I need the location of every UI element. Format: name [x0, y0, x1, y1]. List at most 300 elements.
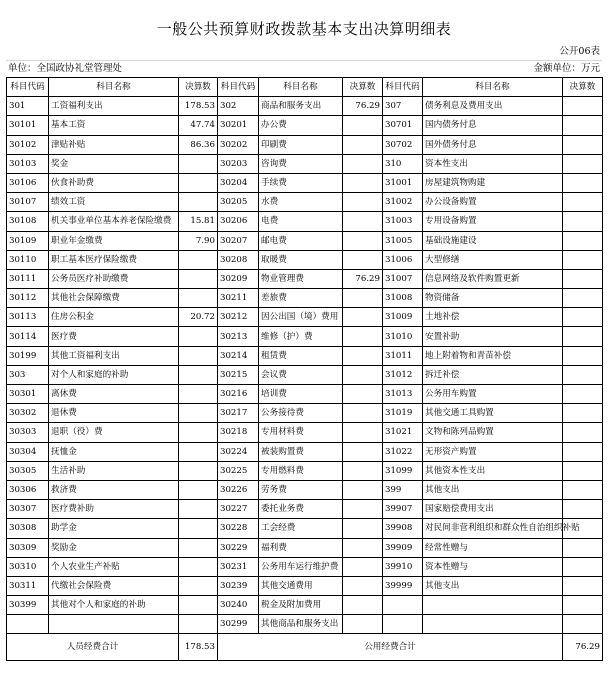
column-header: 科目名称 — [423, 78, 563, 97]
subject-name-cell: 债务利息及费用支出 — [423, 97, 563, 116]
subject-code-cell: 310 — [383, 154, 423, 173]
subject-code-cell: 39909 — [383, 538, 423, 557]
table-row — [7, 346, 603, 365]
report-sheet — [6, 14, 602, 661]
subject-code-cell: 30212 — [218, 308, 259, 327]
column-header: 科目名称 — [259, 78, 343, 97]
final-amount-cell — [563, 135, 603, 154]
final-amount-cell — [179, 461, 218, 480]
subject-name-cell: 其他商品和服务支出 — [259, 615, 343, 634]
subject-code-cell: 31099 — [383, 461, 423, 480]
subject-code-cell: 30203 — [218, 154, 259, 173]
table-row — [7, 404, 603, 423]
final-amount-cell — [343, 519, 383, 538]
final-amount-cell — [563, 289, 603, 308]
final-amount-cell — [563, 327, 603, 346]
subject-code-cell: 39907 — [383, 500, 423, 519]
subject-name-cell: 大型修缮 — [423, 250, 563, 269]
table-row — [7, 615, 603, 634]
subject-name-cell: 国内债务付息 — [423, 116, 563, 135]
final-amount-cell: 178.53 — [179, 97, 218, 116]
table-row — [7, 557, 603, 576]
subject-name-cell: 经常性赠与 — [423, 538, 563, 557]
subject-code-cell: 30208 — [218, 250, 259, 269]
subject-code-cell: 30101 — [7, 116, 49, 135]
final-amount-cell — [179, 519, 218, 538]
subject-name-cell: 因公出国（境）费用 — [259, 308, 343, 327]
subject-name-cell: 国外债务付息 — [423, 135, 563, 154]
subject-code-cell — [383, 596, 423, 615]
subject-code-cell: 30103 — [7, 154, 49, 173]
subject-code-cell: 30311 — [7, 576, 49, 595]
personnel-total-label: 人员经费合计 — [7, 634, 179, 661]
subject-name-cell: 机关事业单位基本养老保险缴费 — [49, 212, 179, 231]
final-amount-cell: 86.36 — [179, 135, 218, 154]
table-row — [7, 269, 603, 288]
subject-name-cell: 被装购置费 — [259, 442, 343, 461]
subject-name-cell: 退职（役）费 — [49, 423, 179, 442]
final-amount-cell — [343, 193, 383, 212]
table-row — [7, 308, 603, 327]
subject-code-cell: 30225 — [218, 461, 259, 480]
subject-name-cell: 对民间非营利组织和群众性自治组织补贴 — [423, 519, 563, 538]
final-amount-cell — [179, 154, 218, 173]
final-amount-cell — [563, 480, 603, 499]
subject-code-cell: 30218 — [218, 423, 259, 442]
column-header: 决算数 — [179, 78, 218, 97]
column-header: 科目代码 — [7, 78, 49, 97]
final-amount-cell — [563, 231, 603, 250]
final-amount-cell — [343, 250, 383, 269]
subject-name-cell: 其他资本性支出 — [423, 461, 563, 480]
subject-name-cell: 维修（护）费 — [259, 327, 343, 346]
subject-name-cell: 物资储备 — [423, 289, 563, 308]
final-amount-cell — [343, 289, 383, 308]
subject-code-cell: 30207 — [218, 231, 259, 250]
table-row — [7, 365, 603, 384]
subject-name-cell: 国家赔偿费用支出 — [423, 500, 563, 519]
subject-code-cell: 307 — [383, 97, 423, 116]
subject-code-cell: 30301 — [7, 385, 49, 404]
final-amount-cell — [563, 404, 603, 423]
final-amount-cell — [563, 385, 603, 404]
subject-code-cell: 31021 — [383, 423, 423, 442]
subject-code-cell: 30226 — [218, 480, 259, 499]
subject-code-cell: 30231 — [218, 557, 259, 576]
column-header: 决算数 — [343, 78, 383, 97]
subject-name-cell: 绩效工资 — [49, 193, 179, 212]
subject-name-cell: 职业年金缴费 — [49, 231, 179, 250]
final-amount-cell — [563, 154, 603, 173]
final-amount-cell — [563, 557, 603, 576]
final-amount-cell — [563, 576, 603, 595]
subject-name-cell: 商品和服务支出 — [259, 97, 343, 116]
subject-name-cell: 无形资产购置 — [423, 442, 563, 461]
table-row — [7, 538, 603, 557]
table-row — [7, 442, 603, 461]
final-amount-cell — [563, 173, 603, 192]
final-amount-cell — [179, 289, 218, 308]
subject-code-cell: 31001 — [383, 173, 423, 192]
personnel-total-value: 178.53 — [179, 634, 218, 661]
subject-name-cell: 奖励金 — [49, 538, 179, 557]
subject-code-cell: 30201 — [218, 116, 259, 135]
table-row — [7, 327, 603, 346]
subject-code-cell: 30701 — [383, 116, 423, 135]
subject-code-cell: 30216 — [218, 385, 259, 404]
subject-code-cell: 303 — [7, 365, 49, 384]
subject-name-cell: 公务用车运行维护费 — [259, 557, 343, 576]
table-row — [7, 423, 603, 442]
subject-code-cell: 30110 — [7, 250, 49, 269]
subject-code-cell: 30308 — [7, 519, 49, 538]
final-amount-cell — [343, 365, 383, 384]
subject-name-cell: 其他社会保障缴费 — [49, 289, 179, 308]
final-amount-cell — [563, 193, 603, 212]
subject-code-cell: 30228 — [218, 519, 259, 538]
final-amount-cell: 20.72 — [179, 308, 218, 327]
subject-code-cell: 31009 — [383, 308, 423, 327]
final-amount-cell — [179, 269, 218, 288]
table-row — [7, 97, 603, 116]
subject-name-cell: 代缴社会保险费 — [49, 576, 179, 595]
table-row — [7, 116, 603, 135]
subject-code-cell: 30206 — [218, 212, 259, 231]
subject-name-cell: 伙食补助费 — [49, 173, 179, 192]
subject-code-cell: 30240 — [218, 596, 259, 615]
final-amount-cell — [343, 116, 383, 135]
subject-code-cell: 30107 — [7, 193, 49, 212]
subject-code-cell: 30106 — [7, 173, 49, 192]
subject-name-cell — [49, 615, 179, 634]
subject-code-cell: 30108 — [7, 212, 49, 231]
subject-name-cell: 对个人和家庭的补助 — [49, 365, 179, 384]
subject-name-cell: 拆迁补偿 — [423, 365, 563, 384]
final-amount-cell — [563, 365, 603, 384]
subject-code-cell: 30305 — [7, 461, 49, 480]
final-amount-cell — [179, 173, 218, 192]
final-amount-cell — [343, 442, 383, 461]
subject-code-cell: 30111 — [7, 269, 49, 288]
final-amount-cell: 15.81 — [179, 212, 218, 231]
subject-name-cell: 印刷费 — [259, 135, 343, 154]
subject-name-cell: 抚恤金 — [49, 442, 179, 461]
final-amount-cell: 76.29 — [343, 269, 383, 288]
final-amount-cell — [179, 576, 218, 595]
subject-name-cell: 其他支出 — [423, 480, 563, 499]
subject-name-cell: 医疗费 — [49, 327, 179, 346]
subject-name-cell: 公务用车购置 — [423, 385, 563, 404]
unit-label: 单位：全国政协礼堂管理处 — [8, 63, 123, 74]
final-amount-cell — [343, 173, 383, 192]
final-amount-cell — [343, 212, 383, 231]
table-row — [7, 193, 603, 212]
subject-code-cell: 31019 — [383, 404, 423, 423]
final-amount-cell — [179, 442, 218, 461]
final-amount-cell — [343, 461, 383, 480]
subject-code-cell: 31011 — [383, 346, 423, 365]
subject-name-cell: 其他对个人和家庭的补助 — [49, 596, 179, 615]
subject-code-cell: 30310 — [7, 557, 49, 576]
report-info-bar — [6, 60, 602, 77]
column-header: 科目名称 — [49, 78, 179, 97]
subject-code-cell: 30229 — [218, 538, 259, 557]
table-row — [7, 385, 603, 404]
final-amount-cell — [343, 135, 383, 154]
subject-code-cell: 30307 — [7, 500, 49, 519]
table-row — [7, 231, 603, 250]
table-row — [7, 500, 603, 519]
final-amount-cell — [179, 385, 218, 404]
subject-code-cell: 30217 — [218, 404, 259, 423]
subject-name-cell: 离休费 — [49, 385, 179, 404]
subject-code-cell: 301 — [7, 97, 49, 116]
subject-name-cell: 税金及附加费用 — [259, 596, 343, 615]
final-amount-cell — [343, 480, 383, 499]
final-amount-cell — [563, 250, 603, 269]
subject-name-cell: 专用设备购置 — [423, 212, 563, 231]
final-amount-cell — [179, 404, 218, 423]
subject-code-cell: 30399 — [7, 596, 49, 615]
subject-code-cell: 31007 — [383, 269, 423, 288]
table-row — [7, 250, 603, 269]
subject-name-cell: 津贴补贴 — [49, 135, 179, 154]
subject-name-cell: 电费 — [259, 212, 343, 231]
final-amount-cell — [343, 231, 383, 250]
subject-name-cell: 培训费 — [259, 385, 343, 404]
subject-name-cell: 公务接待费 — [259, 404, 343, 423]
subject-code-cell: 30204 — [218, 173, 259, 192]
subject-code-cell: 31013 — [383, 385, 423, 404]
final-amount-cell — [563, 97, 603, 116]
final-amount-cell — [179, 346, 218, 365]
table-row — [7, 289, 603, 308]
totals-row — [7, 634, 603, 661]
subject-name-cell: 退休费 — [49, 404, 179, 423]
final-amount-cell — [563, 461, 603, 480]
table-row — [7, 519, 603, 538]
subject-name-cell: 其他交通工具购置 — [423, 404, 563, 423]
subject-code-cell: 30113 — [7, 308, 49, 327]
subject-name-cell: 福利费 — [259, 538, 343, 557]
subject-code-cell: 30299 — [218, 615, 259, 634]
column-header: 决算数 — [563, 78, 603, 97]
subject-code-cell: 30102 — [7, 135, 49, 154]
subject-code-cell — [7, 615, 49, 634]
subject-code-cell: 30205 — [218, 193, 259, 212]
page-title: 一般公共预算财政拨款基本支出决算明细表 — [156, 20, 452, 38]
table-row — [7, 480, 603, 499]
final-amount-cell — [179, 365, 218, 384]
subject-name-cell: 资本性赠与 — [423, 557, 563, 576]
final-amount-cell — [563, 116, 603, 135]
subject-code-cell: 302 — [218, 97, 259, 116]
final-amount-cell — [179, 615, 218, 634]
subject-name-cell: 信息网络及软件购置更新 — [423, 269, 563, 288]
final-amount-cell — [179, 193, 218, 212]
subject-name-cell: 安置补助 — [423, 327, 563, 346]
subject-code-cell: 31005 — [383, 231, 423, 250]
final-amount-cell — [343, 423, 383, 442]
subject-name-cell: 咨询费 — [259, 154, 343, 173]
subject-code-cell: 30213 — [218, 327, 259, 346]
subject-name-cell: 手续费 — [259, 173, 343, 192]
subject-name-cell: 奖金 — [49, 154, 179, 173]
subject-code-cell: 31002 — [383, 193, 423, 212]
subject-name-cell: 基础设施建设 — [423, 231, 563, 250]
subject-code-cell: 30215 — [218, 365, 259, 384]
final-amount-cell — [179, 250, 218, 269]
subject-code-cell: 30202 — [218, 135, 259, 154]
subject-code-cell: 30302 — [7, 404, 49, 423]
subject-code-cell: 39999 — [383, 576, 423, 595]
subject-code-cell: 30109 — [7, 231, 49, 250]
subject-code-cell: 31006 — [383, 250, 423, 269]
subject-name-cell: 邮电费 — [259, 231, 343, 250]
final-amount-cell — [343, 385, 383, 404]
subject-code-cell: 30227 — [218, 500, 259, 519]
final-amount-cell — [343, 576, 383, 595]
subject-name-cell: 生活补助 — [49, 461, 179, 480]
final-amount-cell: 76.29 — [343, 97, 383, 116]
final-amount-cell — [343, 596, 383, 615]
table-header-row — [7, 78, 603, 97]
subject-name-cell: 委托业务费 — [259, 500, 343, 519]
final-amount-cell — [343, 346, 383, 365]
subject-code-cell: 30112 — [7, 289, 49, 308]
subject-code-cell: 30214 — [218, 346, 259, 365]
subject-name-cell: 资本性支出 — [423, 154, 563, 173]
final-amount-cell — [179, 480, 218, 499]
subject-code-cell: 31022 — [383, 442, 423, 461]
final-amount-cell — [343, 557, 383, 576]
subject-name-cell: 其他工资福利支出 — [49, 346, 179, 365]
subject-name-cell: 办公费 — [259, 116, 343, 135]
subject-name-cell: 租赁费 — [259, 346, 343, 365]
subject-name-cell: 医疗费补助 — [49, 500, 179, 519]
table-row — [7, 135, 603, 154]
public-total-value: 76.29 — [563, 634, 603, 661]
subject-code-cell: 30702 — [383, 135, 423, 154]
final-amount-cell — [343, 615, 383, 634]
final-amount-cell — [343, 404, 383, 423]
subject-name-cell: 水费 — [259, 193, 343, 212]
subject-name-cell — [423, 615, 563, 634]
final-amount-cell: 47.74 — [179, 116, 218, 135]
subject-name-cell: 住房公积金 — [49, 308, 179, 327]
final-amount-cell — [563, 500, 603, 519]
table-row — [7, 212, 603, 231]
final-amount-cell — [563, 615, 603, 634]
public-total-label: 公用经费合计 — [218, 634, 563, 661]
final-amount-cell — [179, 538, 218, 557]
subject-name-cell: 办公设备购置 — [423, 193, 563, 212]
subject-code-cell: 30306 — [7, 480, 49, 499]
subject-name-cell: 其他交通费用 — [259, 576, 343, 595]
expenditure-table — [6, 77, 603, 661]
subject-name-cell: 专用燃料费 — [259, 461, 343, 480]
final-amount-cell — [563, 423, 603, 442]
table-row — [7, 576, 603, 595]
subject-name-cell: 会议费 — [259, 365, 343, 384]
final-amount-cell — [179, 423, 218, 442]
final-amount-cell — [563, 269, 603, 288]
subject-name-cell: 房屋建筑物购建 — [423, 173, 563, 192]
subject-code-cell: 31010 — [383, 327, 423, 346]
table-body — [7, 97, 603, 634]
subject-name-cell: 救济费 — [49, 480, 179, 499]
subject-name-cell: 个人农业生产补贴 — [49, 557, 179, 576]
subject-code-cell: 30304 — [7, 442, 49, 461]
subject-code-cell: 39910 — [383, 557, 423, 576]
subject-name-cell: 地上附着物和青苗补偿 — [423, 346, 563, 365]
subject-code-cell: 30114 — [7, 327, 49, 346]
subject-code-cell: 30309 — [7, 538, 49, 557]
subject-code-cell: 30211 — [218, 289, 259, 308]
subject-name-cell: 职工基本医疗保险缴费 — [49, 250, 179, 269]
final-amount-cell — [343, 538, 383, 557]
final-amount-cell — [343, 308, 383, 327]
subject-code-cell: 30199 — [7, 346, 49, 365]
subject-code-cell: 399 — [383, 480, 423, 499]
column-header: 科目代码 — [218, 78, 259, 97]
final-amount-cell — [179, 500, 218, 519]
subject-code-cell: 39908 — [383, 519, 423, 538]
subject-name-cell: 基本工资 — [49, 116, 179, 135]
final-amount-cell — [563, 346, 603, 365]
final-amount-cell — [179, 327, 218, 346]
table-row — [7, 596, 603, 615]
final-amount-cell — [563, 442, 603, 461]
form-number: 公开06表 — [559, 46, 600, 57]
column-header: 科目代码 — [383, 78, 423, 97]
final-amount-cell — [343, 154, 383, 173]
subject-code-cell: 30209 — [218, 269, 259, 288]
subject-code-cell: 31003 — [383, 212, 423, 231]
subject-name-cell: 其他支出 — [423, 576, 563, 595]
subject-name-cell: 助学金 — [49, 519, 179, 538]
subject-code-cell: 31012 — [383, 365, 423, 384]
subject-code-cell: 30303 — [7, 423, 49, 442]
final-amount-cell — [563, 212, 603, 231]
final-amount-cell — [563, 538, 603, 557]
final-amount-cell — [563, 308, 603, 327]
subject-name-cell: 物业管理费 — [259, 269, 343, 288]
final-amount-cell — [179, 557, 218, 576]
subject-name-cell: 公务员医疗补助缴费 — [49, 269, 179, 288]
subject-name-cell: 专用材料费 — [259, 423, 343, 442]
final-amount-cell — [343, 500, 383, 519]
subject-name-cell: 文物和陈列品购置 — [423, 423, 563, 442]
table-row — [7, 154, 603, 173]
final-amount-cell: 7.90 — [179, 231, 218, 250]
subject-name-cell: 工会经费 — [259, 519, 343, 538]
final-amount-cell — [343, 327, 383, 346]
subject-name-cell: 劳务费 — [259, 480, 343, 499]
subject-name-cell — [423, 596, 563, 615]
subject-name-cell: 取暖费 — [259, 250, 343, 269]
subject-name-cell: 土地补偿 — [423, 308, 563, 327]
subject-code-cell: 30239 — [218, 576, 259, 595]
subject-name-cell: 差旅费 — [259, 289, 343, 308]
table-row — [7, 461, 603, 480]
subject-code-cell: 31008 — [383, 289, 423, 308]
table-row — [7, 173, 603, 192]
amount-unit-label: 金额单位：万元 — [533, 63, 600, 74]
final-amount-cell — [179, 596, 218, 615]
subject-name-cell: 工资福利支出 — [49, 97, 179, 116]
subject-code-cell — [383, 615, 423, 634]
